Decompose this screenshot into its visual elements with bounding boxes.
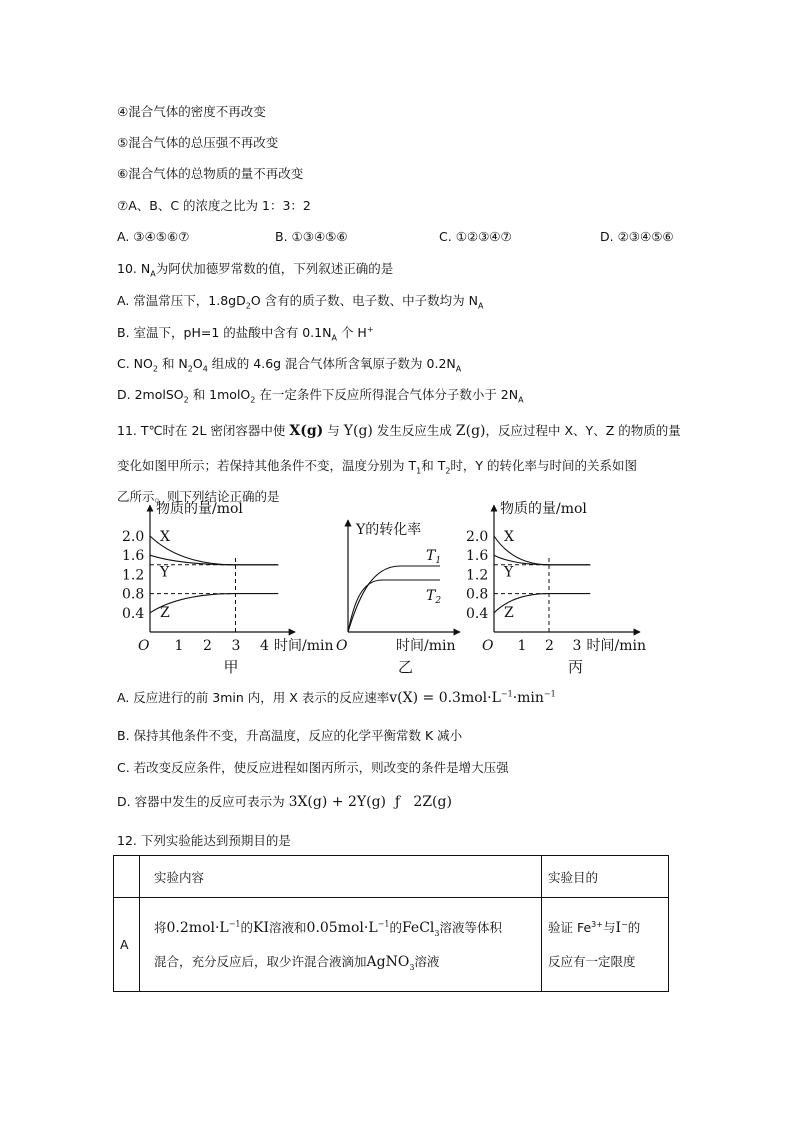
table-header-row xyxy=(114,856,669,898)
x-axis-title: 时间/min xyxy=(274,638,334,654)
y-tick-label: 0.8 xyxy=(466,586,489,603)
series-x-label: X xyxy=(504,529,514,545)
chart-caption: 丙 xyxy=(568,658,584,676)
q12-stem: 12. 下列实验能达到预期目的是 xyxy=(117,833,291,848)
q9-condition-5: ⑤混合气体的总压强不再改变 xyxy=(117,135,279,150)
y-tick-label: 0.4 xyxy=(466,605,489,622)
table-row xyxy=(114,898,669,992)
x-tick-label: 3 xyxy=(572,638,582,654)
q9-condition-6: ⑥混合气体的总物质的量不再改变 xyxy=(117,166,304,181)
chart-bing xyxy=(466,500,646,676)
y-axis-title: Y的转化率 xyxy=(356,522,422,538)
y-tick-label: 1.6 xyxy=(466,548,489,565)
q9-option-c: C. ①②③④⑦ xyxy=(439,229,512,244)
q10-option-d: D. 2molSO$_2$ 和 1molO$_2$ 在一定条件下反应所得混合气体分子数小于 $2N_A$ xyxy=(117,387,524,405)
series-y-label: Y xyxy=(160,564,170,581)
table-header-purpose: 实验目的 xyxy=(542,856,669,898)
q11-stem-line2: 变化如图甲所示；若保持其他条件不变，温度分别为 $T_1$和 $T_2$时，Y 的转化率与时间的关系如图 xyxy=(117,458,638,476)
x-tick-label: 3 xyxy=(231,638,241,654)
y-tick-label: 1.2 xyxy=(122,567,145,584)
q11-stem-line3: 乙所示。则下列结论正确的是 xyxy=(117,489,280,504)
series-z-label: Z xyxy=(504,604,514,621)
chart-caption: 甲 xyxy=(223,658,239,676)
y-tick-label: 2.0 xyxy=(122,529,145,545)
series-x-label: X xyxy=(160,529,170,545)
q9-condition-7: ⑦A、B、C 的浓度之比为 1：3：2 xyxy=(117,198,311,213)
row-label: A xyxy=(114,898,140,992)
experiment-table xyxy=(113,855,669,992)
q10-stem: 10. $N_A$为阿伏加德罗常数的值，下列叙述正确的是 xyxy=(117,261,394,279)
series-z-label: Z xyxy=(160,604,170,621)
q11-stem-line1: 11. T℃时在 2L 密闭容器中使 X(g) 与 Y(g) 发生反应生成 Z(g)，反应过程中 X、Y、Z 的物质的量 xyxy=(117,423,681,439)
q9-option-d: D. ②③④⑤⑥ xyxy=(600,229,674,244)
q11-option-b: B. 保持其他条件不变，升高温度，反应的化学平衡常数 K 减小 xyxy=(117,728,463,743)
row-purpose: 验证 $Fe^{3+}$与I−的 反应有一定限度 xyxy=(542,898,669,992)
q11-option-a: A. 反应进行的前 3min 内，用 X 表示的反应速率$v(X) = 0.3mol\cdot L^{-1}\cdot\min^{-1}$ xyxy=(117,689,556,706)
q9-option-a: A. ③④⑤⑥⑦ xyxy=(117,229,190,244)
chart-yi xyxy=(336,520,460,676)
series-t2-label: $T_2$ xyxy=(426,588,442,606)
x-tick-label: 2 xyxy=(203,638,212,654)
series-t1-label: $T_1$ xyxy=(426,548,442,566)
y-axis-title: 物质的量/mol xyxy=(156,501,243,518)
x-tick-label: O xyxy=(336,638,348,654)
q10-option-a: A. 常温常压下，$1.8gD_2O$ 含有的质子数、电子数、中子数均为 $N_A$ xyxy=(117,293,484,311)
q11-option-d: D. 容器中发生的反应可表示为 3X(g) + 2Y(g) ƒ 2Z(g) xyxy=(117,794,452,810)
y-axis-title: 物质的量/mol xyxy=(500,501,587,518)
y-tick-label: 1.2 xyxy=(466,567,489,584)
x-tick-label: 4 xyxy=(260,638,269,654)
chart-caption: 乙 xyxy=(398,658,414,676)
q11-option-c: C. 若改变反应条件，使反应进程如图丙所示，则改变的条件是增大压强 xyxy=(117,760,509,775)
y-tick-label: 0.8 xyxy=(122,586,145,603)
q10-option-c: C. $NO_2$ 和 $N_2O_4$ 组成的 4.6g 混合气体所含氧原子数为 $0.2N_A$ xyxy=(117,356,462,374)
series-t1-subscript: 1 xyxy=(435,556,442,566)
x-tick-label: 1 xyxy=(174,638,184,654)
y-tick-label: 2.0 xyxy=(466,529,489,545)
x-tick-label: 1 xyxy=(517,638,527,654)
row-content: 将$0.2mol\cdot L^{-1}$的KI溶液和$0.05mol\cdot L^{-1}$的FeCl$_3$溶液等体积 混合，充分反应后，取少许混合液滴加AgNO$_3$溶液 xyxy=(140,898,542,992)
x-axis-title: 时间/min xyxy=(586,638,646,654)
q10-option-b: B. 室温下，pH=1 的盐酸中含有 $0.1N_A$ 个 H+ xyxy=(117,324,374,343)
x-tick-label: 2 xyxy=(545,638,554,654)
x-axis-title: 时间/min xyxy=(396,638,456,654)
series-y-label: Y xyxy=(504,564,514,581)
q9-condition-4: ④混合气体的密度不再改变 xyxy=(117,104,266,119)
table-header-content: 实验内容 xyxy=(140,856,542,898)
x-tick-label: O xyxy=(138,638,150,654)
table-header-blank xyxy=(114,856,140,898)
y-tick-label: 1.6 xyxy=(122,548,145,565)
q9-option-b: B. ①③④⑤⑥ xyxy=(275,229,348,244)
series-y-line xyxy=(494,555,590,565)
series-t2-subscript: 2 xyxy=(435,596,442,606)
y-tick-label: 0.4 xyxy=(122,605,145,622)
chart-jia xyxy=(122,500,334,676)
x-tick-label: O xyxy=(482,638,494,654)
